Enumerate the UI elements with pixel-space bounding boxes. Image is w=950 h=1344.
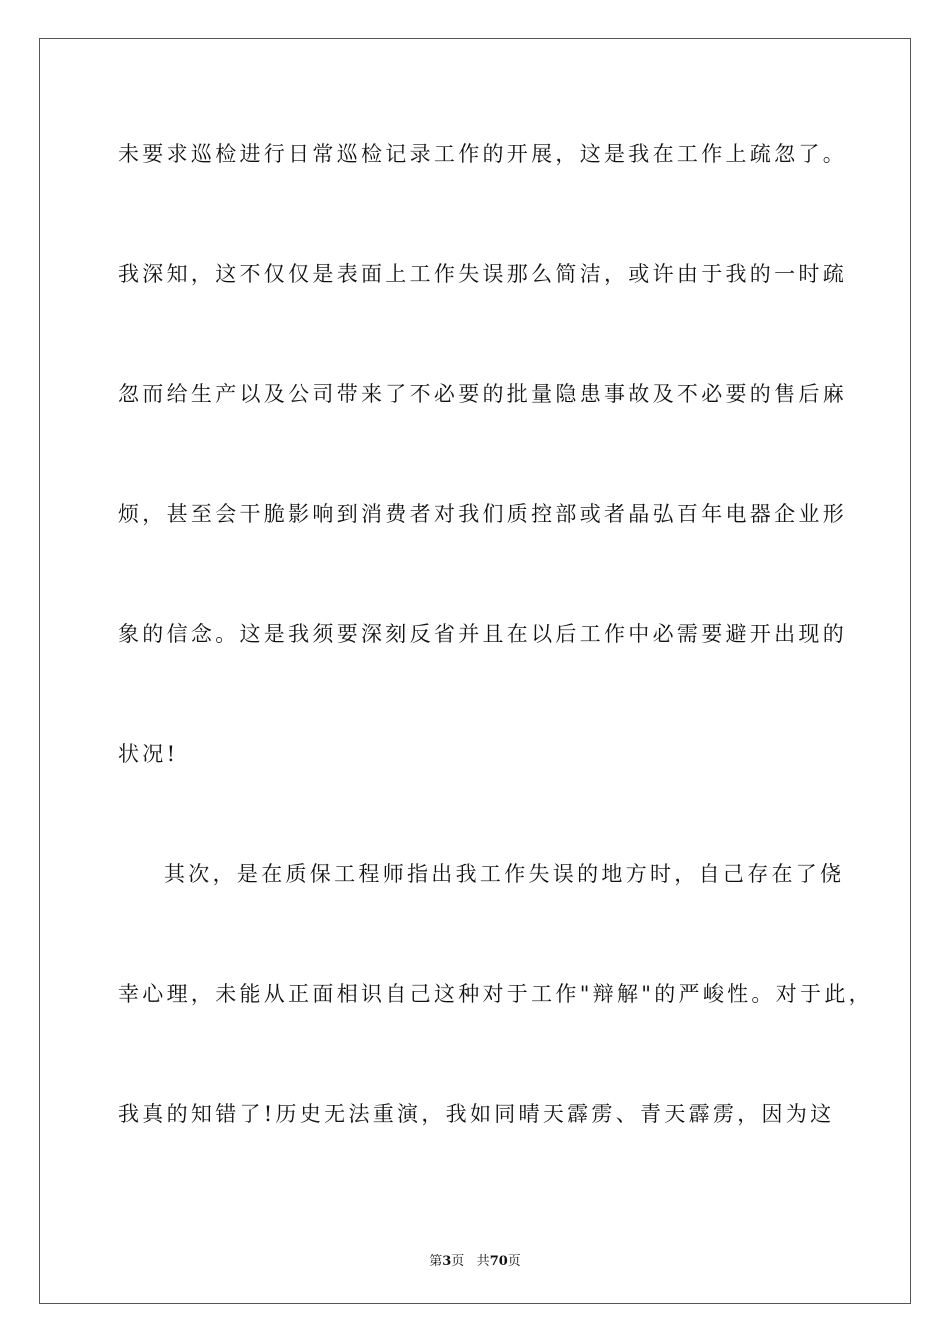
page-number: 3 <box>442 1254 452 1269</box>
text-line: 幸心理，未能从正面相识自己这种对于工作"辩解"的严峻性。对于此， <box>118 982 873 1006</box>
page-prefix: 第 <box>429 1254 443 1269</box>
total-pages: 70 <box>489 1254 508 1269</box>
page-footer <box>0 1250 950 1269</box>
text-line: 烦，甚至会干脆影响到消费者对我们质控部或者晶弘百年电器企业形 <box>118 502 847 526</box>
text-line: 状况! <box>118 742 179 766</box>
page-suffix: 页 <box>451 1254 465 1269</box>
text-line: 我真的知错了!历史无法重演，我如同晴天霹雳、青天霹雳，因为这 <box>118 1102 835 1126</box>
text-line: 忽而给生产以及公司带来了不必要的批量隐患事故及不必要的售后麻 <box>118 382 847 406</box>
text-line: 象的信念。这是我须要深刻反省并且在以后工作中必需要避开出现的 <box>118 622 847 646</box>
total-prefix: 共 <box>476 1254 490 1269</box>
total-suffix: 页 <box>507 1254 521 1269</box>
paragraph-first-line: 其次，是在质保工程师指出我工作失误的地方时，自己存在了侥 <box>164 862 845 886</box>
text-line: 我深知，这不仅仅是表面上工作失误那么简洁，或许由于我的一时疏 <box>118 262 847 286</box>
text-line: 未要求巡检进行日常巡检记录工作的开展，这是我在工作上疏忽了。 <box>118 142 847 166</box>
